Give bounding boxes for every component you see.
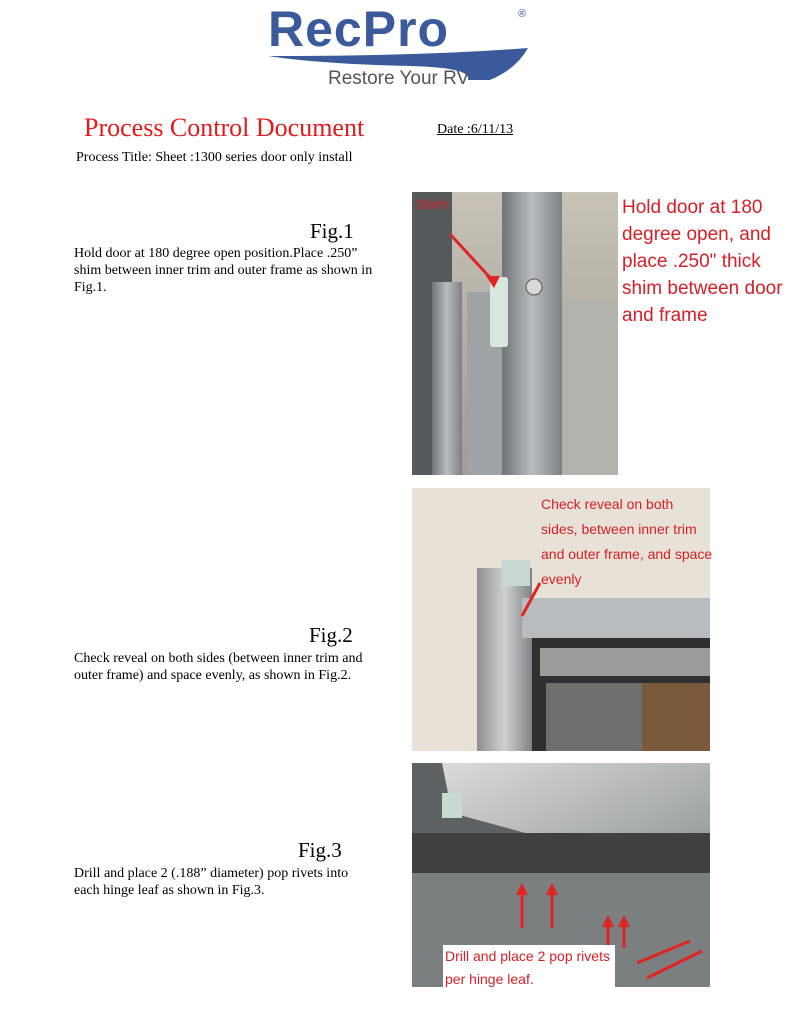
document-title: Process Control Document xyxy=(84,113,365,142)
document-date: Date :6/11/13 xyxy=(437,122,514,137)
registered-mark: ® xyxy=(518,8,527,20)
recpro-logo xyxy=(260,2,540,94)
fig1-instructions: Hold door at 180 degree open position.Place .250” shim between inner trim and outer frame as shown in Fig.1. xyxy=(74,246,373,295)
fig1-photo xyxy=(412,192,618,475)
logo-tagline: Restore Your RV xyxy=(328,68,470,89)
fig1-callout-shim: Shim xyxy=(416,196,448,212)
fig2-instructions: Check reveal on both sides (between inner trim and outer frame) and space evenly, as shown in Fig.2. xyxy=(74,651,363,683)
fig3-callout-text: Drill and place 2 pop rivets per hinge leaf. xyxy=(443,945,615,991)
fig2-callout-text: Check reveal on both sides, between inner trim and outer frame, and space evenly xyxy=(541,496,713,587)
fig3-label: Fig.3 xyxy=(298,838,342,862)
fig1-label: Fig.1 xyxy=(310,219,354,243)
logo-wordmark: RecPro xyxy=(268,1,450,57)
fig2-label: Fig.2 xyxy=(309,623,353,647)
fig3-instructions: Drill and place 2 (.188” diameter) pop rivets into each hinge leaf as shown in Fig.3. xyxy=(74,866,349,898)
fig1-callout-text: Hold door at 180 degree open, and place .250" thick shim between door and frame xyxy=(622,197,783,326)
process-title: Process Title: Sheet :1300 series door only install xyxy=(76,150,353,165)
fig1-photo-drawing xyxy=(412,192,618,475)
